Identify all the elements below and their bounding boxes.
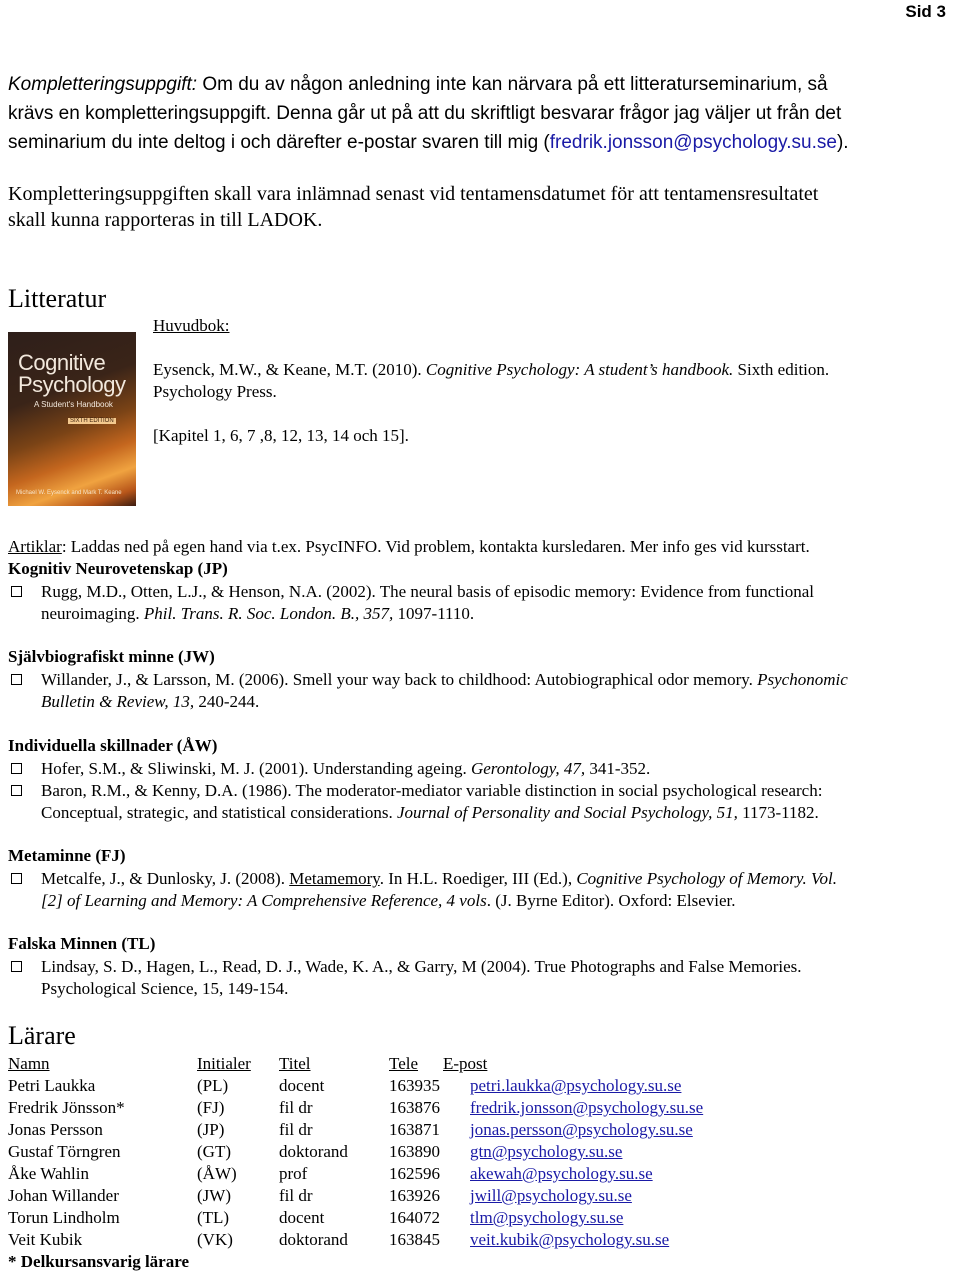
intro-line-2: krävs en kompletteringsuppgift. Denna går ut på att du skriftligt besvarar frågor jag väljer ut från det [8, 103, 842, 124]
teacher-phone: 163890 [389, 1142, 440, 1161]
teacher-email-link[interactable]: petri.laukka@psychology.su.se [470, 1076, 682, 1095]
teacher-title: fil dr [279, 1098, 313, 1117]
teacher-email-link[interactable]: tlm@psychology.su.se [470, 1208, 624, 1227]
mainbook-label: Huvudbok: [153, 316, 230, 335]
teacher-initials: (TL) [197, 1208, 230, 1227]
teachers-heading: Lärare [8, 1021, 76, 1050]
teacher-phone: 163876 [389, 1098, 440, 1117]
section-heading: Metaminne (FJ) [8, 846, 126, 865]
reference-line: [2] of Learning and Memory: A Comprehensive Reference, 4 vols. (J. Byrne Editor). Oxford: Elsevier. [41, 891, 736, 910]
teacher-name: Gustaf Törngren [8, 1142, 121, 1161]
checkbox-icon[interactable] [11, 763, 22, 774]
reference-line: neuroimaging. Phil. Trans. R. Soc. London. B., 357, 1097-1110. [41, 604, 475, 623]
teacher-title: docent [279, 1208, 325, 1227]
deadline-line-1: Kompletteringsuppgiften skall vara inlämnad senast vid tentamensdatumet för att tentamensresultatet [8, 183, 819, 205]
teacher-phone: 163935 [389, 1076, 440, 1095]
reference-line: Willander, J., & Larsson, M. (2006). Smell your way back to childhood: Autobiographical odor memory. Psychonomic [41, 670, 848, 689]
reference-line: Hofer, S.M., & Sliwinski, M. J. (2001). Understanding ageing. Gerontology, 47, 341-352. [41, 759, 651, 778]
column-header-name: Namn [8, 1054, 50, 1073]
deadline-line-2: skall kunna rapporteras in till LADOK. [8, 209, 323, 231]
reference-line: Bulletin & Review, 13, 240-244. [41, 692, 260, 711]
articles-info: Artiklar: Laddas ned på egen hand via t.ex. PsycINFO. Vid problem, kontakta kursledaren. Mer info ges vid kursstart. [8, 537, 810, 556]
teacher-title: fil dr [279, 1120, 313, 1139]
teacher-email-link[interactable]: jonas.persson@psychology.su.se [470, 1120, 693, 1139]
literature-heading: Litteratur [8, 284, 107, 313]
reference-line: Psychological Science, 15, 149-154. [41, 979, 289, 998]
reference-line: Rugg, M.D., Otten, L.J., & Henson, N.A. (2002). The neural basis of episodic memory: Evidence from functional [41, 582, 815, 601]
column-header-phone: Tele [389, 1054, 419, 1073]
teacher-initials: (PL) [197, 1076, 229, 1095]
teacher-email-link[interactable]: akewah@psychology.su.se [470, 1164, 653, 1183]
reference-line: Baron, R.M., & Kenny, D.A. (1986). The moderator-mediator variable distinction in social psychological research: [41, 781, 823, 800]
intro-line-3: seminarium du inte deltog i och därefter e-postar svaren till mig (fredrik.jonsson@psychology.su.se). [8, 132, 849, 153]
teacher-initials: (ÅW) [197, 1164, 237, 1183]
book-publisher: Psychology Press. [153, 382, 277, 401]
intro-line-1: Kompletteringsuppgift: Om du av någon anledning inte kan närvara på ett litteraturseminarium, så [8, 74, 828, 95]
teacher-initials: (VK) [197, 1230, 233, 1249]
checkbox-icon[interactable] [11, 586, 22, 597]
section-heading: Kognitiv Neurovetenskap (JP) [8, 559, 228, 578]
reference-line: Conceptual, strategic, and statistical considerations. Journal of Personality and Social Psychology, 51, 1173-1182. [41, 803, 819, 822]
teacher-phone: 163871 [389, 1120, 440, 1139]
teacher-name: Jonas Persson [8, 1120, 103, 1139]
teacher-initials: (FJ) [197, 1098, 225, 1117]
footnote: * Delkursansvarig lärare [8, 1252, 190, 1271]
teacher-email-link[interactable]: fredrik.jonsson@psychology.su.se [470, 1098, 704, 1117]
checkbox-icon[interactable] [11, 785, 22, 796]
column-header-initials: Initialer [197, 1054, 251, 1073]
teacher-title: doktorand [279, 1142, 348, 1161]
teacher-phone: 162596 [389, 1164, 440, 1183]
column-header-title: Titel [279, 1054, 311, 1073]
teacher-phone: 163845 [389, 1230, 440, 1249]
checkbox-icon[interactable] [11, 873, 22, 884]
teacher-phone: 164072 [389, 1208, 440, 1227]
teacher-name: Åke Wahlin [8, 1164, 89, 1183]
teacher-initials: (GT) [197, 1142, 231, 1161]
teacher-phone: 163926 [389, 1186, 440, 1205]
reference-line: Lindsay, S. D., Hagen, L., Read, D. J., Wade, K. A., & Garry, M (2004). True Photographs and False Memories. [41, 957, 802, 976]
checkbox-icon[interactable] [11, 961, 22, 972]
book-chapters: [Kapitel 1, 6, 7 ,8, 12, 13, 14 och 15]. [153, 426, 409, 445]
teacher-email-link[interactable]: jwill@psychology.su.se [470, 1186, 632, 1205]
section-heading: Individuella skillnader (ÅW) [8, 736, 218, 755]
checkbox-icon[interactable] [11, 674, 22, 685]
teacher-name: Petri Laukka [8, 1076, 96, 1095]
teacher-name: Veit Kubik [8, 1230, 83, 1249]
teacher-email-link[interactable]: gtn@psychology.su.se [470, 1142, 623, 1161]
teacher-name: Fredrik Jönsson* [8, 1098, 125, 1117]
book-cover-image: Cognitive Psychology A Student's Handbook SIXTH EDITION Michael W. Eysenck and Mark T. Keane [8, 332, 136, 506]
page-number: Sid 3 [905, 2, 946, 21]
teacher-name: Torun Lindholm [8, 1208, 120, 1227]
section-heading: Självbiografiskt minne (JW) [8, 647, 215, 666]
teacher-title: fil dr [279, 1186, 313, 1205]
reference-line: Metcalfe, J., & Dunlosky, J. (2008). Metamemory. In H.L. Roediger, III (Ed.), Cognitive Psychology of Memory. Vol. [41, 869, 837, 888]
intro-label: Kompletteringsuppgift: [8, 74, 198, 95]
column-header-email: E-post [443, 1054, 488, 1073]
teacher-name: Johan Willander [8, 1186, 119, 1205]
teacher-title: docent [279, 1076, 325, 1095]
teacher-initials: (JP) [197, 1120, 225, 1139]
teacher-initials: (JW) [197, 1186, 231, 1205]
teacher-title: prof [279, 1164, 308, 1183]
section-heading: Falska Minnen (TL) [8, 934, 156, 953]
teacher-title: doktorand [279, 1230, 348, 1249]
contact-email-link[interactable]: fredrik.jonsson@psychology.su.se [549, 132, 837, 153]
metamemory-link[interactable]: Metamemory [289, 869, 380, 888]
teacher-email-link[interactable]: veit.kubik@psychology.su.se [470, 1230, 670, 1249]
book-reference: Eysenck, M.W., & Keane, M.T. (2010). Cognitive Psychology: A student’s handbook. Sixth edition. [153, 360, 830, 379]
